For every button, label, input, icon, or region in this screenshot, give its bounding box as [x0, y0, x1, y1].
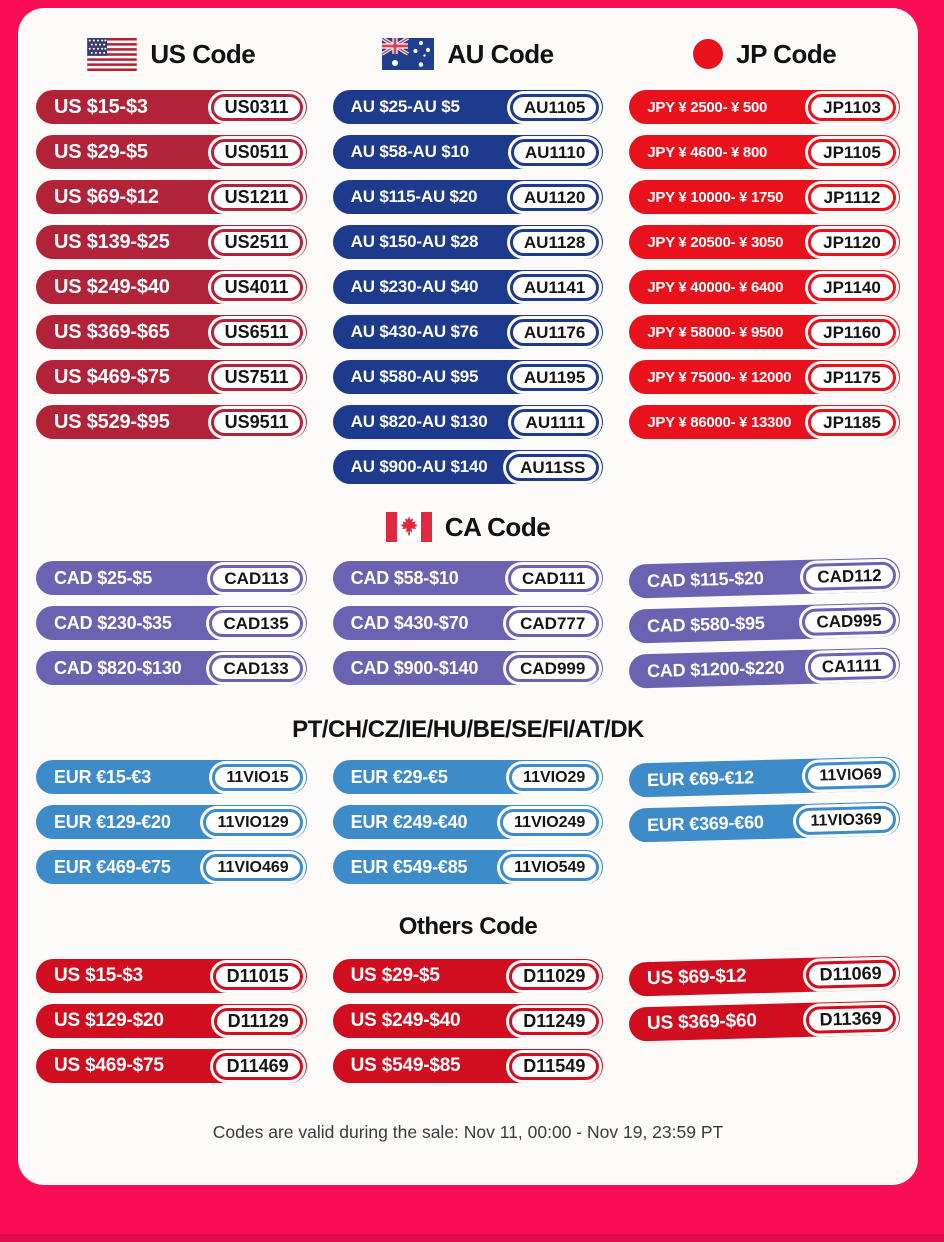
coupon-pill[interactable]	[333, 315, 604, 349]
coupon-pill[interactable]	[333, 225, 604, 259]
coupon-code-badge: CAD777	[506, 610, 599, 637]
coupon-code-badge: 11VIO69	[805, 760, 896, 789]
coupon-code-badge: AU1141	[510, 274, 599, 301]
coupon-code-badge: CAD995	[802, 606, 896, 635]
coupon-pill[interactable]	[36, 561, 307, 595]
coupon-value: JPY ¥ 20500- ¥ 3050	[647, 233, 784, 251]
coupon-value: US $369-$65	[54, 320, 170, 343]
coupon-code-badge: CAD112	[803, 561, 896, 590]
coupon-code-badge: 11VIO15	[212, 764, 302, 791]
coupon-value: CAD $900-$140	[350, 657, 479, 678]
coupon-pill[interactable]	[629, 801, 900, 842]
us-flag-icon	[87, 38, 137, 71]
coupon-code-badge: 11VIO129	[203, 809, 302, 836]
coupon-value: US $69-$12	[54, 185, 159, 208]
coupon-value: EUR €549-€85	[350, 856, 468, 877]
coupon-pill[interactable]	[333, 959, 604, 993]
coupon-value: US $139-$25	[54, 230, 170, 253]
coupon-pill[interactable]	[333, 405, 604, 439]
coupon-code-badge: D11015	[213, 963, 303, 990]
coupon-value: EUR €29-€5	[350, 766, 448, 787]
coupon-pill[interactable]	[629, 270, 900, 304]
coupon-code-badge: 11VIO549	[500, 854, 599, 881]
coupon-pill[interactable]	[36, 760, 307, 794]
coupon-value: US $249-$40	[350, 1010, 461, 1031]
coupon-code-badge: D11549	[509, 1053, 599, 1080]
coupon-card	[18, 8, 918, 1185]
coupon-pill[interactable]	[36, 270, 307, 304]
coupon-code-badge: US6511	[211, 319, 303, 346]
top-code-columns	[36, 20, 900, 495]
frame-bottom-shade	[0, 1234, 944, 1242]
coupon-pill[interactable]	[36, 805, 307, 839]
coupon-value: JPY ¥ 40000- ¥ 6400	[647, 278, 784, 296]
coupon-code-badge: 11VIO29	[509, 764, 599, 791]
coupon-pill[interactable]	[333, 180, 604, 214]
others-code-title: Others Code	[398, 913, 538, 940]
coupon-pill[interactable]	[36, 651, 307, 685]
coupon-code-badge: AU1120	[510, 184, 599, 211]
coupon-value: CAD $115-$20	[647, 567, 765, 591]
coupon-pill[interactable]	[36, 315, 307, 349]
ca-code-title: CA Code	[444, 511, 551, 542]
coupon-code-badge: US2511	[211, 229, 303, 256]
coupon-value: JPY ¥ 2500- ¥ 500	[647, 98, 768, 116]
coupon-value: JPY ¥ 75000- ¥ 12000	[647, 368, 792, 386]
coupon-pill[interactable]	[333, 850, 604, 884]
coupon-value: US $29-$5	[54, 140, 148, 163]
coupon-value: JPY ¥ 86000- ¥ 13300	[647, 413, 792, 431]
us-code-title: US Code	[150, 38, 256, 69]
ca-code-header	[36, 509, 900, 545]
coupon-pill[interactable]	[333, 90, 604, 124]
eur-code-section	[36, 716, 900, 895]
au-coupon-list	[333, 90, 604, 495]
coupon-value: AU $25-AU $5	[350, 97, 460, 116]
coupon-pill[interactable]	[333, 561, 604, 595]
coupon-value: US $549-$85	[350, 1055, 461, 1076]
ca-coupon-grid	[36, 561, 900, 696]
coupon-value: US $369-$60	[647, 1010, 758, 1035]
coupon-value: US $15-$3	[54, 965, 144, 986]
coupon-value: CAD $58-$10	[350, 567, 459, 588]
coupon-value: AU $115-AU $20	[350, 187, 478, 206]
coupon-value: JPY ¥ 58000- ¥ 9500	[647, 323, 784, 341]
coupon-pill[interactable]	[36, 1004, 307, 1038]
jp-code-header	[629, 36, 900, 72]
coupon-code-badge: US0311	[211, 94, 303, 121]
coupon-pill[interactable]	[333, 606, 604, 640]
coupon-value: US $529-$95	[54, 410, 170, 433]
coupon-pill[interactable]	[333, 270, 604, 304]
coupon-value: AU $58-AU $10	[350, 142, 469, 161]
validity-note: Codes are valid during the sale: Nov 11, 00:00 - Nov 19, 23:59 PT	[212, 1122, 724, 1142]
coupon-value: US $469-$75	[54, 365, 170, 388]
coupon-pill[interactable]	[36, 959, 307, 993]
coupon-code-badge: JP1103	[808, 94, 896, 121]
coupon-value: CAD $230-$35	[54, 612, 172, 633]
coupon-code-badge: AU1176	[510, 319, 599, 346]
coupon-value: EUR €69-€12	[647, 766, 755, 790]
coupon-code-badge: JP1112	[808, 184, 896, 211]
jp-flag-icon	[693, 39, 723, 69]
jp-code-section	[629, 20, 900, 495]
coupon-code-badge: AU1128	[510, 229, 599, 256]
coupon-code-badge: AU1111	[511, 409, 599, 436]
coupon-value: EUR €469-€75	[54, 856, 171, 877]
coupon-pill[interactable]	[629, 955, 900, 996]
coupon-value: AU $430-AU $76	[350, 322, 479, 341]
coupon-pill[interactable]	[629, 756, 900, 797]
coupon-value: AU $820-AU $130	[350, 412, 488, 431]
coupon-pill[interactable]	[629, 602, 900, 643]
coupon-value: JPY ¥ 10000- ¥ 1750	[647, 188, 784, 206]
jp-code-title: JP Code	[736, 38, 837, 69]
coupon-code-badge: CAD135	[209, 610, 302, 637]
coupon-code-badge: US7511	[211, 364, 303, 391]
coupon-value: US $15-$3	[54, 95, 148, 118]
coupon-value: AU $230-AU $40	[350, 277, 479, 296]
coupon-code-badge: D11469	[213, 1053, 303, 1080]
coupon-code-badge: D11069	[806, 959, 897, 988]
coupon-pill[interactable]	[36, 606, 307, 640]
coupon-pill[interactable]	[36, 360, 307, 394]
others-coupon-grid	[36, 959, 900, 1094]
coupon-pill[interactable]	[333, 360, 604, 394]
coupon-pill[interactable]	[629, 405, 900, 439]
coupon-value: EUR €15-€3	[54, 766, 152, 787]
coupon-code-badge: AU1105	[510, 94, 599, 121]
coupon-pill[interactable]	[333, 1049, 604, 1083]
us-code-header	[36, 36, 307, 72]
coupon-code-badge: D11029	[509, 963, 599, 990]
au-code-section	[333, 20, 604, 495]
ca-flag-icon	[386, 512, 432, 542]
coupon-pill[interactable]	[333, 450, 604, 484]
coupon-value: US $249-$40	[54, 275, 170, 298]
coupon-code-badge: US9511	[211, 409, 303, 436]
au-code-title: AU Code	[447, 38, 554, 69]
coupon-pill[interactable]	[36, 405, 307, 439]
coupon-code-badge: JP1160	[808, 319, 896, 346]
coupon-pill[interactable]	[333, 1004, 604, 1038]
coupon-pill[interactable]	[333, 760, 604, 794]
others-code-section	[36, 913, 900, 1094]
coupon-code-badge: AU1110	[511, 139, 600, 166]
coupon-value: US $29-$5	[350, 965, 440, 986]
coupon-pill[interactable]	[36, 135, 307, 169]
coupon-code-badge: US1211	[211, 184, 303, 211]
coupon-value: EUR €369-€60	[647, 811, 765, 835]
coupon-code-badge: CAD133	[209, 655, 302, 682]
coupon-code-badge: JP1185	[808, 409, 896, 436]
coupon-pill[interactable]	[629, 315, 900, 349]
coupon-pill[interactable]	[629, 180, 900, 214]
coupon-pill[interactable]	[333, 135, 604, 169]
coupon-value: US $469-$75	[54, 1055, 164, 1076]
coupon-code-badge: CAD999	[506, 655, 599, 682]
coupon-value: US $129-$20	[54, 1010, 164, 1031]
coupon-pill[interactable]	[36, 180, 307, 214]
coupon-value: CAD $25-$5	[54, 567, 153, 588]
coupon-pill[interactable]	[629, 557, 900, 598]
coupon-code-badge: JP1105	[808, 139, 896, 166]
coupon-pill[interactable]	[629, 647, 900, 688]
coupon-value: CAD $820-$130	[54, 657, 182, 678]
coupon-code-badge: D11369	[806, 1004, 897, 1033]
coupon-value: CAD $1200-$220	[647, 656, 785, 681]
au-flag-icon	[382, 38, 434, 70]
coupon-pill[interactable]	[36, 850, 307, 884]
coupon-code-badge: US0511	[211, 139, 303, 166]
coupon-code-badge: JP1120	[808, 229, 896, 256]
eur-code-title: PT/CH/CZ/IE/HU/BE/SE/FI/AT/DK	[292, 716, 644, 743]
coupon-code-badge: CAD111	[508, 565, 599, 592]
coupon-code-badge: 11VIO369	[796, 805, 896, 835]
au-code-header	[333, 36, 604, 72]
coupon-value: EUR €249-€40	[350, 811, 468, 832]
coupon-value: JPY ¥ 4600- ¥ 800	[647, 143, 768, 161]
ca-code-section	[36, 509, 900, 696]
coupon-value: EUR €129-€20	[54, 811, 171, 832]
coupon-value: AU $150-AU $28	[350, 232, 479, 251]
coupon-pill[interactable]	[629, 90, 900, 124]
coupon-pill[interactable]	[629, 360, 900, 394]
coupon-value: US $69-$12	[647, 965, 748, 990]
coupon-code-badge: 11VIO249	[500, 809, 599, 836]
coupon-code-badge: D11249	[509, 1008, 599, 1035]
coupon-code-badge: JP1140	[808, 274, 896, 301]
eur-coupon-grid	[36, 760, 900, 895]
coupon-pill[interactable]	[36, 225, 307, 259]
coupon-pill[interactable]	[629, 225, 900, 259]
coupon-value: AU $900-AU $140	[350, 457, 488, 476]
coupon-code-badge: JP1175	[808, 364, 896, 391]
coupon-pill[interactable]	[333, 805, 604, 839]
jp-coupon-list	[629, 90, 900, 450]
coupon-value: CAD $580-$95	[647, 612, 766, 636]
coupon-code-badge: CAD113	[210, 565, 302, 592]
us-coupon-list	[36, 90, 307, 450]
coupon-code-badge: 11VIO469	[203, 854, 302, 881]
coupon-code-badge: D11129	[214, 1008, 303, 1035]
coupon-pill[interactable]	[629, 135, 900, 169]
coupon-code-badge: US4011	[211, 274, 303, 301]
coupon-code-badge: CA1111	[808, 651, 897, 680]
coupon-pill[interactable]	[36, 1049, 307, 1083]
coupon-value: AU $580-AU $95	[350, 367, 479, 386]
coupon-pill[interactable]	[36, 90, 307, 124]
coupon-code-badge: AU1195	[510, 364, 599, 391]
coupon-value: CAD $430-$70	[350, 612, 469, 633]
coupon-pill[interactable]	[629, 1000, 900, 1041]
us-code-section	[36, 20, 307, 495]
coupon-code-badge: AU11SS	[506, 454, 599, 481]
coupon-pill[interactable]	[333, 651, 604, 685]
